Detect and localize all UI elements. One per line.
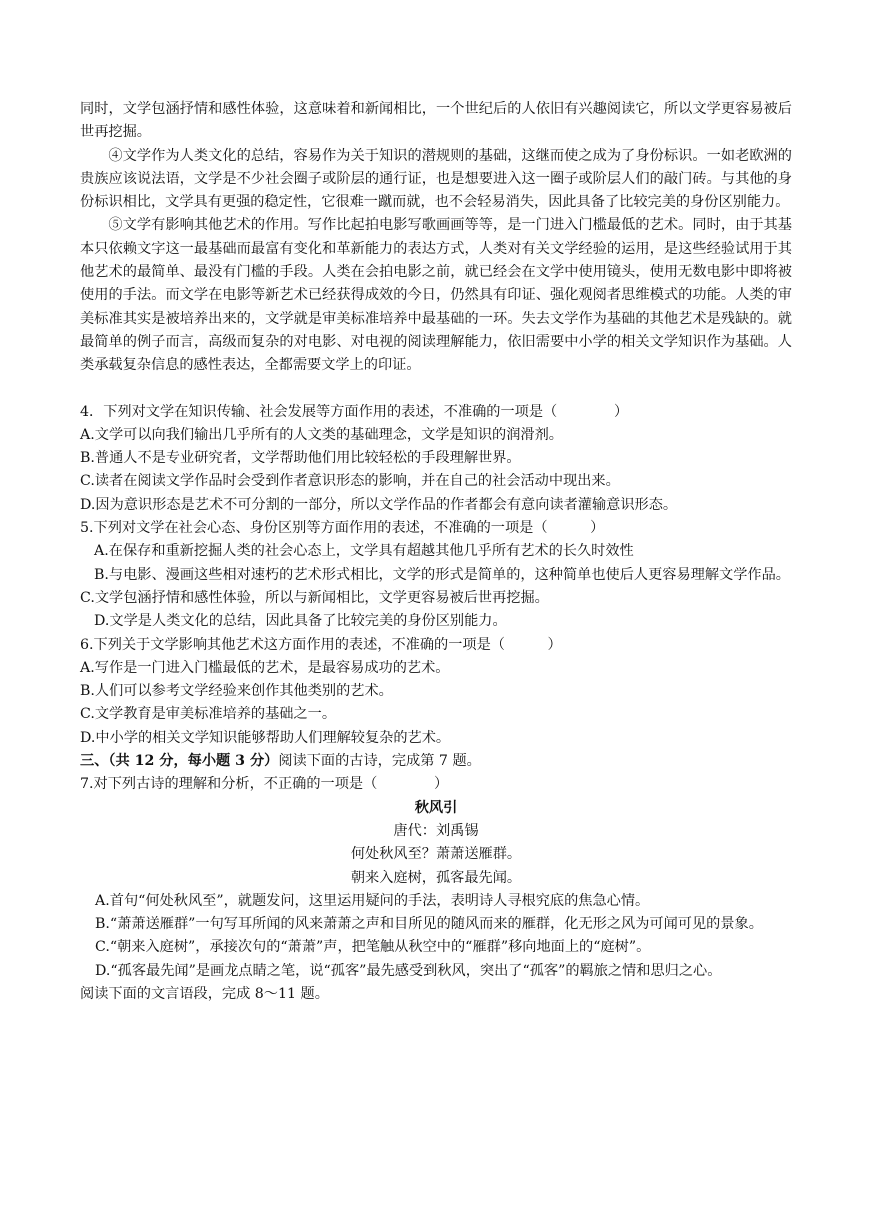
- spacer: [80, 378, 792, 401]
- question-7-option-d: D.“孤客最先闻”是画龙点睛之笔，说“孤客”最先感受到秋风，突出了“孤客”的羁旅之情和思归之心。: [95, 962, 722, 979]
- question-5-option-d: D.文学是人类文化的总结，因此具备了比较完美的身份区别能力。: [94, 613, 507, 630]
- question-7-option-a: A.首句“何处秋风至”，就题发问，这里运用疑问的手法，表明诗人寻根究底的焦急心情。: [95, 892, 650, 909]
- question-6-stem: 6.下列关于文学影响其他艺术这方面作用的表述，不准确的一项是（ ）: [80, 636, 562, 653]
- poem-line-1: 何处秋风至？萧萧送雁群。: [350, 846, 522, 863]
- question-5-option-b: B.与电影、漫画这些相对速朽的艺术形式相比，文学的形式是简单的，这种简单也使后人更容易理解文学作品。: [94, 566, 790, 583]
- classical-text-instruction: 阅读下面的文言语段，完成 8～11 题。: [80, 985, 329, 1002]
- question-5-stem: 5.下列对文学在社会心态、身份区别等方面作用的表述，不准确的一项是（ ）: [80, 520, 605, 537]
- question-4: [80, 401, 792, 517]
- question-4-option-b: B.普通人不是专业研究者，文学帮助他们用比较轻松的手段理解世界。: [80, 450, 521, 467]
- section-3-header: [80, 750, 792, 773]
- passage-paragraph-4: ④文学作为人类文化的总结，容易作为关于知识的潜规则的基础，这继而使之成为了身份标识。一如老欧洲的贵族应该说法语，文学是不少社会圈子或阶层的通行证，也是想要进入这一圈子或阶层人们的敲门砖。与其他的身份标识相比，文学具有更强的稳定性，它很难一蹴而就，也不会轻易消失，因此具备了比较完美的身份区别能力。: [80, 147, 792, 211]
- question-4-option-a: A.文学可以向我们输出几乎所有的人文类的基础理念，文学是知识的润滑剂。: [80, 426, 563, 443]
- question-6-option-d: D.中小学的相关文学知识能够帮助人们理解较复杂的艺术。: [80, 729, 451, 746]
- question-4-stem: 4．下列对文学在知识传输、社会发展等方面作用的表述，不准确的一项是（ ）: [80, 403, 629, 420]
- question-5-option-c: C.文学包涵抒情和感性体验，所以与新闻相比，文学更容易被后世再挖掘。: [80, 589, 549, 606]
- exam-page: [80, 98, 792, 1006]
- poem-title: 秋风引: [414, 799, 458, 816]
- question-6: [80, 634, 792, 750]
- passage-paragraph-continued: 同时，文学包涵抒情和感性体验，这意味着和新闻相比，一个世纪后的人依旧有兴趣阅读它，所以文学更容易被后世再挖掘。: [80, 101, 792, 141]
- poem-line-2: 朝来入庭树，孤客最先闻。: [350, 869, 522, 886]
- section-3-heading: 三、（共 12 分，每小题 3 分）: [80, 753, 279, 770]
- question-4-option-d: D.因为意识形态是艺术不可分割的一部分，所以文学作品的作者都会有意向读者灌输意识形态。: [80, 496, 678, 513]
- question-4-option-c: C.读者在阅读文学作品时会受到作者意识形态的影响，并在自己的社会活动中现出来。: [80, 473, 620, 490]
- question-7-option-c: C.“朝来入庭树”，承接次句的“萧萧”声，把笔触从秋空中的“雁群”移向地面上的“庭树”。: [95, 939, 651, 956]
- section-3-instruction: 阅读下面的古诗，完成第 7 题。: [278, 753, 481, 770]
- passage-paragraph-5: ⑤文学有影响其他艺术的作用。写作比起拍电影写歌画画等等，是一门进入门槛最低的艺术。同时，由于其基本只依赖文字这一最基础而最富有变化和革新能力的表达方式，人类对有关文学经验的运用，是这些经验试用于其他艺术的最简单、最没有门槛的手段。人类在会拍电影之前，就已经会在文学中使用镜头，使用无数电影中即将被使用的手法。而文学在电影等新艺术已经获得成效的今日，仍然具有印证、强化观阅者思维模式的功能。人类的审美标准其实是被培养出来的，文学就是审美标准培养中最基础的一环。失去文学作为基础的其他艺术是残缺的。就最简单的例子而言，高级而复杂的对电影、对电视的阅读理解能力，依旧需要中小学的相关文学知识作为基础。人类承载复杂信息的感性表达，全都需要文学上的印证。: [80, 217, 792, 374]
- question-5: [80, 517, 792, 633]
- poem-author: 唐代：刘禹锡: [393, 822, 479, 839]
- question-7-stem: 7.对下列古诗的理解和分析，不正确的一项是（ ）: [80, 776, 449, 793]
- question-6-option-a: A.写作是一门进入门槛最低的艺术，是最容易成功的艺术。: [80, 659, 450, 676]
- question-7-option-b: B.“萧萧送雁群”一句写耳所闻的风来萧萧之声和目所见的随风而来的雁群，化无形之风为可闻可见的景象。: [95, 916, 763, 933]
- question-5-option-a: A.在保存和重新挖掘人类的社会心态上，文学具有超越其他几乎所有艺术的长久时效性: [94, 543, 634, 560]
- question-6-option-b: B.人们可以参考文学经验来创作其他类别的艺术。: [80, 683, 393, 700]
- question-6-option-c: C.文学教育是审美标准培养的基础之一。: [80, 706, 337, 723]
- question-7: [80, 773, 792, 983]
